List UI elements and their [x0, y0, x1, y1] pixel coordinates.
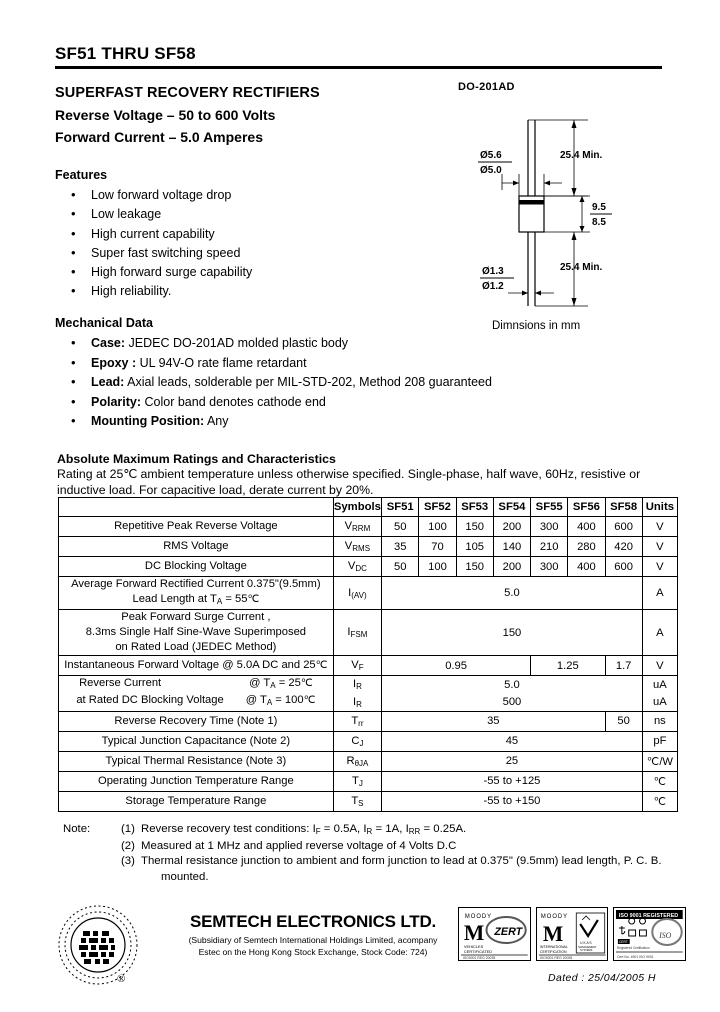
list-item: • Low leakage — [55, 205, 455, 224]
table-row — [59, 676, 678, 694]
page-title: SF51 THRU SF58 — [55, 44, 196, 63]
svg-text:ISO9001 REG 20035: ISO9001 REG 20035 — [462, 955, 496, 960]
specifications-table — [58, 497, 678, 812]
package-drawing — [440, 78, 685, 338]
mech-text: UL 94V-O rate flame retardant — [136, 355, 307, 370]
row-description: Reverse Current @ $T_A$ = 25℃ — [59, 676, 334, 694]
cell-value: 100 — [419, 557, 456, 577]
row-symbol: $V_{DC}$ — [333, 557, 381, 577]
svg-text:SYSTEMS: SYSTEMS — [579, 948, 592, 953]
header-sf55: SF55 — [531, 498, 568, 517]
row-description: Repetitive Peak Reverse Voltage — [59, 517, 334, 537]
row-description: RMS Voltage — [59, 537, 334, 557]
cert-brand: MOODY — [464, 913, 493, 921]
desc-line: 8.3ms Single Half Sine-Wave Superimposed — [85, 626, 307, 638]
list-item — [55, 373, 525, 393]
table-row — [59, 751, 678, 771]
row-symbol: $I_{FSM}$ — [333, 610, 381, 656]
cell-value-merged: -55 to +125 — [382, 771, 643, 791]
cert-mark: M — [463, 920, 485, 946]
mech-text: Any — [204, 414, 229, 429]
forward-current-spec: Forward Current – 5.0 Amperes — [55, 129, 263, 145]
header-sf56: SF56 — [568, 498, 605, 517]
cell-unit: uA — [642, 676, 677, 694]
features-heading: Features — [55, 168, 108, 182]
cell-value: 280 — [568, 537, 605, 557]
row-symbol: $I_R$ — [333, 676, 381, 694]
cell-unit: ns — [642, 711, 677, 731]
cell-value-merged: 5.0 — [382, 577, 643, 610]
cert-text2: CERTIFICATION — [539, 949, 567, 955]
row-symbol: $V_{RRM}$ — [333, 517, 381, 537]
mech-label: Case: — [91, 336, 126, 350]
page-footer — [0, 898, 720, 1012]
cell-value: 300 — [531, 557, 568, 577]
cell-unit: A — [642, 610, 677, 656]
row-description — [59, 577, 334, 610]
dim-lead-dia-min: Ø1.2 — [482, 281, 504, 292]
svg-text:CERT: CERT — [619, 939, 629, 945]
note-number: (3) — [121, 855, 135, 868]
row-symbol: $R_{\theta JA}$ — [333, 751, 381, 771]
cert-mark: M — [542, 921, 563, 947]
features-section — [55, 168, 455, 302]
svg-text:MANAGEMENT: MANAGEMENT — [577, 945, 597, 950]
product-category: SUPERFAST RECOVERY RECTIFIERS — [55, 85, 320, 101]
cert-iso9001 — [613, 907, 686, 961]
cell-value-merged: 45 — [382, 731, 643, 751]
row-description: Storage Temperature Range — [59, 791, 334, 811]
cell-value-merged: 150 — [382, 610, 643, 656]
table-row — [59, 517, 678, 537]
package-outline-svg — [440, 78, 685, 318]
list-item — [121, 839, 683, 854]
notes-section — [63, 822, 683, 885]
table-row — [59, 711, 678, 731]
header-sf52: SF52 — [419, 498, 456, 517]
row-description: Operating Junction Temperature Range — [59, 771, 334, 791]
dim-body-length-min: 8.5 — [592, 217, 606, 228]
cert-badge: U K A S — [579, 940, 592, 946]
cell-value-merged: 35 — [382, 711, 605, 731]
svg-text:ISO: ISO — [659, 930, 672, 941]
cell-value: 100 — [419, 517, 456, 537]
note-continuation: mounted. — [161, 870, 209, 883]
row-description: Reverse Recovery Time (Note 1) — [59, 711, 334, 731]
table-row — [59, 693, 678, 711]
header-sf58: SF58 — [605, 498, 642, 517]
desc-line: Peak Forward Surge Current , — [121, 611, 271, 623]
row-symbol: $I_{(AV)}$ — [333, 577, 381, 610]
note-text: Thermal resistance junction to ambient and form junction to lead at 0.375" (9.5mm) lead length, P. C. B. — [141, 855, 662, 868]
cert-text2: CERTIFICATED — [463, 948, 493, 955]
cell-value: 1.7 — [605, 656, 642, 676]
cell-value: 105 — [456, 537, 493, 557]
cell-unit: A — [642, 577, 677, 610]
cell-value: 50 — [382, 557, 419, 577]
cell-value-merged: 0.95 — [382, 656, 531, 676]
cell-unit: ℃ — [642, 771, 677, 791]
cell-value-merged: 5.0 — [382, 676, 643, 694]
list-item: (1) Reverse recovery test conditions: $I_F = 0.5A$, $I_R = 1A$, $I_{RR} = 0.25A$. — [121, 823, 467, 836]
notes-list — [63, 822, 683, 885]
cell-unit: V — [642, 656, 677, 676]
svg-text:Cert No. 4901 ISO 9001: Cert No. 4901 ISO 9001 — [617, 954, 655, 960]
cell-value: 210 — [531, 537, 568, 557]
ratings-header — [57, 452, 672, 498]
mech-label: Lead: — [91, 375, 125, 390]
mech-label: Polarity: — [91, 394, 142, 409]
table-header-row — [59, 498, 678, 517]
list-item — [55, 412, 525, 432]
cell-value: 50 — [382, 517, 419, 537]
row-symbol: $T_J$ — [333, 771, 381, 791]
cell-value: 400 — [568, 557, 605, 577]
package-caption: Dimnsions in mm — [492, 320, 581, 332]
company-subtitle-line2: Estec on the Hong Kong Stock Exchange, Stock Code: 724) — [198, 946, 428, 957]
mech-label: Mounting Position: — [91, 414, 205, 429]
notes-label: Note: — [63, 823, 91, 835]
cell-unit: ℃ — [642, 791, 677, 811]
cell-value: 70 — [419, 537, 456, 557]
ratings-description: Rating at 25℃ ambient temperature unless otherwise specified. Single-phase, half wave, 60Hz, resistive or inductive load. For capacitive load, derate current by 20%. — [57, 467, 641, 497]
cert-moody-ukas — [536, 907, 609, 961]
row-symbol: $V_F$ — [333, 656, 381, 676]
title-block — [55, 44, 665, 69]
list-item — [55, 393, 525, 413]
table-row — [59, 577, 678, 610]
svg-text:Registered Certification: Registered Certification — [617, 945, 650, 951]
certification-logos — [458, 907, 686, 961]
desc-line: on Rated Load (JEDEC Method) — [115, 641, 277, 653]
cell-value-merged: 25 — [382, 751, 643, 771]
note-number: (1) — [121, 823, 135, 835]
company-subtitle-line1: (Subsidiary of Semtech International Holdings Limited, acompany — [188, 935, 438, 945]
cert-brand: MOODY — [540, 913, 568, 921]
mech-text: Color band denotes cathode end — [141, 394, 326, 409]
cell-unit: uA — [642, 693, 677, 711]
package-name-label: DO-201AD — [458, 81, 515, 93]
table-row — [59, 610, 678, 656]
list-item — [55, 354, 525, 374]
row-description: Typical Thermal Resistance (Note 3) — [59, 751, 334, 771]
header-sf51: SF51 — [382, 498, 419, 517]
row-symbol: $T_S$ — [333, 791, 381, 811]
cell-value-merged: -55 to +150 — [382, 791, 643, 811]
registered-mark: ® — [117, 973, 126, 985]
subtitle-block — [55, 84, 475, 147]
cell-value: 150 — [456, 557, 493, 577]
cell-unit: V — [642, 557, 677, 577]
cell-value: 50 — [605, 711, 642, 731]
table-row — [59, 731, 678, 751]
dim-lead-length-top: 25.4 Min. — [560, 150, 603, 161]
dim-lead-dia-max: Ø1.3 — [482, 266, 504, 277]
mech-text: JEDEC DO-201AD molded plastic body — [125, 336, 349, 350]
list-item: • Low forward voltage drop — [55, 186, 455, 205]
cell-value: 420 — [605, 537, 642, 557]
row-description: Typical Junction Capacitance (Note 2) — [59, 731, 334, 751]
note-text: Measured at 1 MHz and applied reverse voltage of 4 Volts D.C — [141, 840, 457, 853]
features-list — [55, 186, 455, 302]
cell-value-merged: 500 — [382, 693, 643, 711]
cell-value: 140 — [493, 537, 530, 557]
row-description: Instantaneous Forward Voltage @ 5.0A DC and 25℃ — [59, 656, 334, 676]
cell-unit: V — [642, 537, 677, 557]
table-row — [59, 656, 678, 676]
dim-lead-length-bottom: 25.4 Min. — [560, 262, 603, 273]
mech-label: Epoxy : — [91, 355, 137, 370]
header-symbols: Symbols — [333, 498, 381, 517]
ratings-title: Absolute Maximum Ratings and Characteristics — [57, 452, 336, 466]
row-symbol: $V_{RMS}$ — [333, 537, 381, 557]
table-row — [59, 771, 678, 791]
table-row — [59, 557, 678, 577]
table-row — [59, 537, 678, 557]
cell-value: 200 — [493, 557, 530, 577]
row-symbol: $T_{rr}$ — [333, 711, 381, 731]
dim-body-length-max: 9.5 — [592, 202, 606, 213]
cell-value: 400 — [568, 517, 605, 537]
cell-value: 200 — [493, 517, 530, 537]
list-item — [121, 854, 683, 869]
document-date: Dated : 25/04/2005 H — [548, 972, 656, 984]
mechanical-list — [55, 334, 525, 432]
cert-moody-zert — [458, 907, 531, 961]
dim-body-dia-min: Ø5.0 — [480, 165, 502, 176]
reverse-voltage-spec: Reverse Voltage – 50 to 600 Volts — [55, 107, 276, 123]
mechanical-heading: Mechanical Data — [55, 316, 153, 330]
cell-value: 600 — [605, 517, 642, 537]
cert-badge: ZERT — [494, 925, 523, 939]
company-block — [168, 912, 458, 958]
list-item: • Super fast switching speed — [55, 244, 455, 263]
dim-body-dia-max: Ø5.6 — [480, 150, 502, 161]
list-item: • High current capability — [55, 225, 455, 244]
row-description: DC Blocking Voltage — [59, 557, 334, 577]
list-item: • High reliability. — [55, 282, 455, 301]
row-description: at Rated DC Blocking Voltage @ $T_A$ = 100℃ — [59, 693, 334, 711]
list-item: • High forward surge capability — [55, 263, 455, 282]
svg-text:ISO9001 REG 20035: ISO9001 REG 20035 — [539, 955, 572, 960]
cert-text1: VEHICLES — [463, 943, 484, 950]
mech-text: Axial leads, solderable per MIL-STD-202, Method 208 guaranteed — [124, 375, 492, 390]
header-sf53: SF53 — [456, 498, 493, 517]
cell-unit: V — [642, 517, 677, 537]
note-number: (2) — [121, 840, 135, 853]
cell-value: 150 — [456, 517, 493, 537]
row-symbol: $I_R$ — [333, 693, 381, 711]
desc-line: Average Forward Rectified Current 0.375"(9.5mm) — [71, 578, 321, 590]
cert-brand: ISO 9001 REGISTERED — [619, 912, 679, 920]
company-name: SEMTECH ELECTRONICS LTD. — [189, 912, 437, 931]
cell-value-merged: 1.25 — [531, 656, 605, 676]
cell-value: 600 — [605, 557, 642, 577]
cell-value: 35 — [382, 537, 419, 557]
cell-unit: ℃/W — [642, 751, 677, 771]
row-description — [59, 610, 334, 656]
desc-line: Lead Length at $T_A$ = 55℃ — [132, 593, 260, 606]
cell-unit: pF — [642, 731, 677, 751]
company-logo — [57, 904, 139, 986]
header-units: Units — [642, 498, 677, 517]
row-symbol: $C_J$ — [333, 731, 381, 751]
header-description — [59, 498, 334, 517]
cell-value: 300 — [531, 517, 568, 537]
header-sf54: SF54 — [493, 498, 530, 517]
table-row — [59, 791, 678, 811]
cert-text1: INTERNATIONAL — [539, 944, 568, 950]
title-divider — [55, 66, 662, 69]
